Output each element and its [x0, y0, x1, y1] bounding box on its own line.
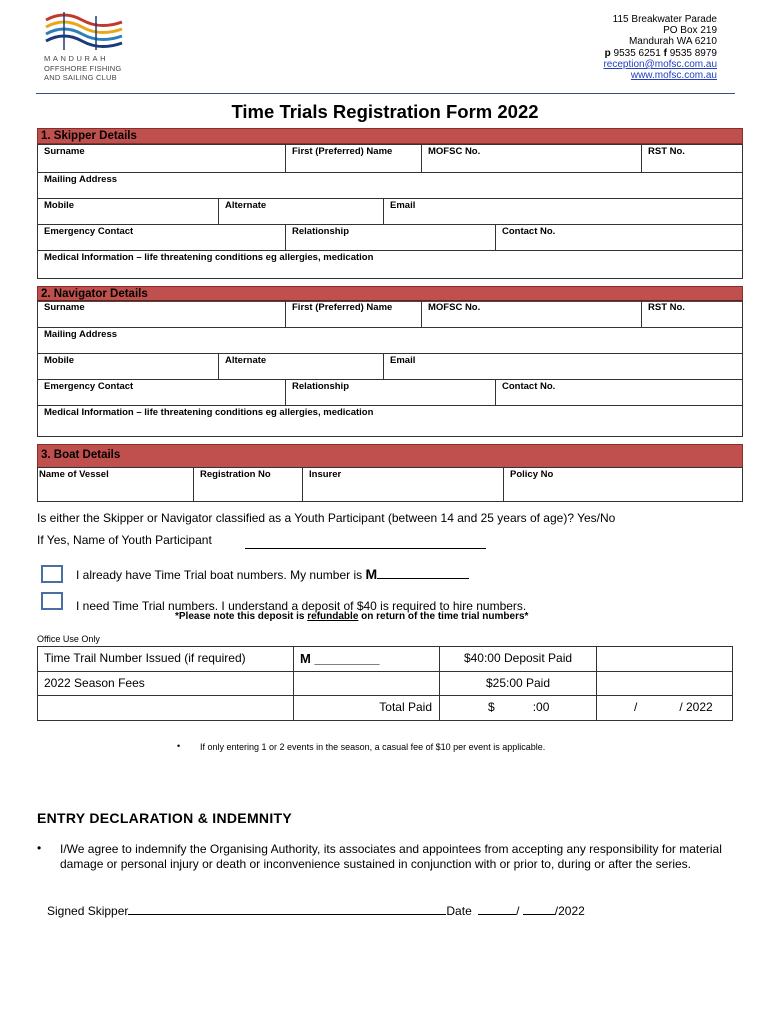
- boat-section-heading: 3. Boat Details: [37, 444, 743, 468]
- date-day-line[interactable]: [478, 914, 516, 915]
- youth-name-label: If Yes, Name of Youth Participant: [37, 533, 212, 547]
- date-separator: /: [634, 700, 638, 714]
- declaration-heading: ENTRY DECLARATION & INDEMNITY: [37, 810, 292, 826]
- total-amount-cell[interactable]: [439, 695, 597, 721]
- number-issued-cell[interactable]: M _________: [293, 646, 440, 672]
- registration-no-field[interactable]: Registration No: [193, 467, 303, 502]
- insurer-field[interactable]: Insurer: [302, 467, 504, 502]
- navigator-section-heading: 2. Navigator Details: [37, 286, 743, 302]
- skipper-contact-no-field[interactable]: Contact No.: [495, 224, 743, 251]
- season-fees-paid-cell: $25:00 Paid: [439, 671, 597, 696]
- navigator-email-field[interactable]: Email: [383, 353, 743, 380]
- date-year-suffix: /2022: [554, 904, 585, 918]
- season-fees-extra-cell[interactable]: [596, 671, 733, 696]
- phone-fax-line: [603, 48, 717, 59]
- date-year: / 2022: [679, 700, 713, 714]
- logo-line-3: AND SAILING CLUB: [44, 73, 117, 82]
- address-line-1: 115 Breakwater Parade: [612, 14, 717, 25]
- navigator-mobile-field[interactable]: Mobile: [37, 353, 219, 380]
- date-label: Date: [446, 904, 472, 918]
- number-prefix: M: [365, 566, 378, 582]
- header-divider: [36, 93, 735, 94]
- skipper-surname-field[interactable]: Surname: [37, 144, 286, 173]
- address-line-2: PO Box 219: [663, 25, 717, 37]
- skipper-emergency-contact-field[interactable]: Emergency Contact: [37, 224, 286, 251]
- total-row-blank-cell: [37, 695, 294, 721]
- have-numbers-text: I already have Time Trial boat numbers. My number is: [76, 568, 363, 582]
- policy-no-field[interactable]: Policy No: [503, 467, 743, 502]
- vessel-name-field[interactable]: Name of Vessel: [37, 467, 194, 502]
- office-use-label: Office Use Only: [37, 634, 100, 644]
- skipper-mobile-field[interactable]: Mobile: [37, 198, 219, 225]
- navigator-surname-field[interactable]: Surname: [37, 300, 286, 328]
- address-line-3: Mandurah WA 6210: [628, 36, 717, 48]
- skipper-mailing-address-field[interactable]: Mailing Address: [37, 172, 743, 199]
- club-logo: [44, 10, 126, 82]
- fax-number: 9535 8979: [669, 47, 717, 59]
- date-month-line[interactable]: [523, 914, 555, 915]
- signature-row: Signed Skipper Date / /2022: [47, 904, 585, 918]
- navigator-rst-no-field[interactable]: RST No.: [641, 300, 743, 328]
- deposit-extra-cell[interactable]: [596, 646, 733, 672]
- payment-date-cell[interactable]: [596, 695, 733, 721]
- declaration-bullet: •: [37, 841, 42, 855]
- navigator-alternate-field[interactable]: Alternate: [218, 353, 384, 380]
- logo-line-2: OFFSHORE FISHING: [44, 64, 122, 73]
- deposit-note-post: on return of the time trial numbers*: [361, 611, 529, 622]
- navigator-mofsc-no-field[interactable]: MOFSC No.: [421, 300, 642, 328]
- declaration-text: I/We agree to indemnify the Organising Authority, its associates and appointees from accepting any responsibility for material damage or personal injury or death or inconvenience sustained in conjunction with or prior to, during or after the series.: [60, 842, 722, 871]
- total-paid-label-cell: Total Paid: [293, 695, 440, 721]
- navigator-medical-field[interactable]: Medical Information – life threatening conditions eg allergies, medication: [37, 405, 743, 437]
- youth-name-line[interactable]: [245, 548, 486, 549]
- skipper-mofsc-no-field[interactable]: MOFSC No.: [421, 144, 642, 173]
- club-contact: [603, 14, 717, 81]
- season-fees-blank-cell[interactable]: [293, 671, 440, 696]
- total-cents: :00: [532, 700, 550, 714]
- casual-bullet: •: [177, 741, 181, 751]
- deposit-paid-cell: $40:00 Deposit Paid: [439, 646, 597, 672]
- have-numbers-checkbox[interactable]: [41, 565, 63, 583]
- season-fees-label-cell: 2022 Season Fees: [37, 671, 294, 696]
- deposit-note: [175, 611, 528, 622]
- page-title: Time Trials Registration Form 2022: [231, 101, 539, 122]
- skipper-relationship-field[interactable]: Relationship: [285, 224, 496, 251]
- need-numbers-label: I need Time Trial numbers. I understand a deposit of $40 is required to hire numbers.: [76, 599, 527, 613]
- navigator-emergency-contact-field[interactable]: Emergency Contact: [37, 379, 286, 406]
- skipper-rst-no-field[interactable]: RST No.: [641, 144, 743, 173]
- skipper-email-field[interactable]: Email: [383, 198, 743, 225]
- signature-line[interactable]: [128, 914, 446, 915]
- email-link[interactable]: reception@mofsc.com.au: [603, 58, 717, 70]
- boat-number-line[interactable]: [377, 578, 469, 579]
- phone-label: p: [604, 47, 611, 59]
- number-issued-label-cell: Time Trail Number Issued (if required): [37, 646, 294, 672]
- skipper-section-heading: 1. Skipper Details: [37, 128, 743, 144]
- navigator-first-name-field[interactable]: First (Preferred) Name: [285, 300, 422, 328]
- skipper-first-name-field[interactable]: First (Preferred) Name: [285, 144, 422, 173]
- phone-number: 9535 6251: [613, 47, 661, 59]
- fax-label: f: [663, 47, 667, 59]
- sails-logo-icon: [44, 10, 126, 52]
- skipper-alternate-field[interactable]: Alternate: [218, 198, 384, 225]
- signed-skipper-label: Signed Skipper: [47, 904, 129, 918]
- navigator-contact-no-field[interactable]: Contact No.: [495, 379, 743, 406]
- skipper-medical-field[interactable]: Medical Information – life threatening conditions eg allergies, medication: [37, 250, 743, 279]
- logo-line-1: MANDURAH: [44, 54, 109, 63]
- deposit-note-pre: *Please note this deposit is: [175, 611, 305, 622]
- total-currency: $: [488, 700, 495, 714]
- deposit-note-refundable: refundable: [307, 611, 359, 622]
- navigator-mailing-address-field[interactable]: Mailing Address: [37, 327, 743, 354]
- navigator-relationship-field[interactable]: Relationship: [285, 379, 496, 406]
- have-numbers-label: [76, 566, 469, 582]
- youth-question: Is either the Skipper or Navigator classified as a Youth Participant (between 14 and 25 years of age)? Yes/No: [37, 511, 616, 525]
- casual-fee-note: If only entering 1 or 2 events in the season, a casual fee of $10 per event is applicable.: [200, 742, 546, 752]
- website-link[interactable]: www.mofsc.com.au: [630, 70, 717, 82]
- need-numbers-checkbox[interactable]: [41, 592, 63, 610]
